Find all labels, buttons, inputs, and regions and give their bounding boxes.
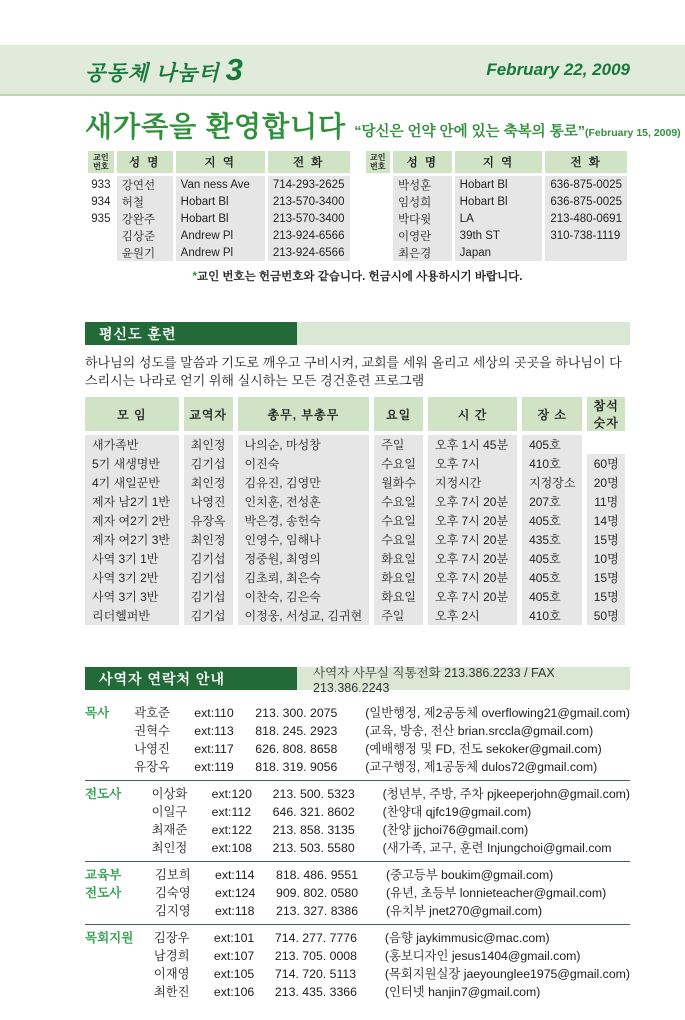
contact-row — [134, 722, 630, 740]
class-pastor: 최인정 — [184, 435, 233, 454]
class-attendance: 15명 — [587, 530, 625, 549]
table-row — [85, 549, 625, 568]
class-pastor: 김기섭 — [184, 587, 233, 606]
section-header-contacts — [85, 665, 630, 695]
class-managers: 박은경, 송헌숙 — [238, 511, 370, 530]
table-row — [85, 530, 625, 549]
column-header-name: 성 명 — [393, 151, 452, 176]
new-members-table-left — [85, 151, 353, 261]
class-time: 오후 7시 — [428, 454, 517, 473]
contact-row — [152, 839, 630, 857]
table-row — [88, 227, 350, 244]
contact-desc: (청년부, 주방, 주차 pjkeeperjohn@gmail.com) — [382, 787, 630, 802]
member-no — [366, 244, 390, 261]
class-attendance: 15명 — [587, 587, 625, 606]
contact-desc: (찬양 jjchoi76@gmail.com) — [382, 823, 529, 838]
member-name: 최은경 — [393, 244, 452, 261]
class-time: 오후 7시 20분 — [428, 568, 517, 587]
class-pastor: 나영진 — [184, 492, 233, 511]
class-time: 오후 2시 — [428, 606, 517, 625]
class-name: 사역 3기 1반 — [85, 549, 179, 568]
contact-ext: ext:114 — [215, 868, 255, 883]
column-header-phone: 전 화 — [268, 151, 350, 176]
member-phone: 213-480-0691 — [545, 210, 627, 227]
contact-row — [154, 983, 630, 1001]
class-managers: 인영수, 임해나 — [238, 530, 370, 549]
section-title-training: 평신도 훈련 — [85, 322, 297, 345]
table-row — [85, 568, 625, 587]
contact-desc: (음향 jaykimmusic@mac.com) — [384, 931, 550, 946]
class-day: 주일 — [374, 606, 423, 625]
table-row — [88, 244, 350, 261]
class-managers: 김유진, 김영만 — [238, 473, 370, 492]
table-row — [366, 193, 628, 210]
class-name: 제자 여2기 2반 — [85, 511, 179, 530]
table-row — [366, 176, 628, 193]
contact-row — [152, 785, 630, 803]
class-pastor: 유장옥 — [184, 511, 233, 530]
contact-group-evangelists — [85, 780, 630, 861]
member-name: 강연선 — [117, 176, 173, 193]
group-label: 전도사 — [85, 787, 122, 802]
member-name: 임성희 — [393, 193, 452, 210]
class-day: 화요일 — [374, 549, 423, 568]
member-name: 강완주 — [117, 210, 173, 227]
contact-name: 이상화 — [151, 787, 188, 802]
member-phone: 636-875-0025 — [545, 193, 627, 210]
group-label: 교육부 전도사 — [85, 868, 122, 901]
table-row — [366, 227, 628, 244]
member-area: Hobart Bl — [176, 193, 265, 210]
section-header-training — [85, 322, 630, 345]
class-attendance: 50명 — [587, 606, 625, 625]
contact-phone: 909. 802. 0580 — [276, 886, 359, 901]
member-name: 윤원기 — [117, 244, 173, 261]
contact-name: 이일구 — [151, 805, 188, 820]
group-label: 목사 — [85, 706, 110, 721]
contact-desc: (유치부 jnet270@gmail.com) — [386, 904, 543, 919]
class-day: 수요일 — [374, 530, 423, 549]
contact-desc: (인터넷 hanjin7@gmail.com) — [384, 985, 541, 1000]
welcome-quote: “당신은 언약 안에 있는 축복의 통로” — [354, 124, 585, 140]
member-phone — [545, 244, 627, 261]
member-no: 935 — [88, 210, 114, 227]
class-name: 제자 남2기 1반 — [85, 492, 179, 511]
member-area: Hobart Bl — [455, 176, 543, 193]
member-area: Hobart Bl — [176, 210, 265, 227]
column-header-time: 시 간 — [428, 397, 517, 435]
class-time: 오후 7시 20분 — [428, 492, 517, 511]
class-place: 405호 — [522, 435, 582, 454]
class-time: 오후 7시 20분 — [428, 549, 517, 568]
table-header-row — [88, 151, 350, 176]
contact-row — [154, 965, 630, 983]
contact-name: 김보희 — [155, 868, 191, 883]
contact-desc: (일반행정, 제2공동체 overflowing21@gmail.com) — [365, 706, 630, 721]
member-phone: 213-570-3400 — [268, 193, 350, 210]
class-time: 오후 7시 20분 — [428, 530, 517, 549]
member-no — [88, 244, 114, 261]
contact-name: 이재영 — [153, 967, 190, 982]
table-header-row — [85, 397, 625, 435]
contact-phone: 213. 503. 5580 — [272, 841, 355, 856]
contact-ext: ext:105 — [213, 967, 255, 982]
member-name: 허철 — [117, 193, 173, 210]
class-pastor: 최인정 — [184, 530, 233, 549]
class-pastor: 김기섭 — [184, 454, 233, 473]
contact-ext: ext:107 — [213, 949, 255, 964]
table-row — [366, 244, 628, 261]
contact-phone: 818. 486. 9551 — [276, 868, 359, 883]
contact-ext: ext:108 — [211, 841, 252, 856]
contact-phone: 626. 808. 8658 — [255, 742, 338, 757]
class-managers: 인치훈, 전성훈 — [238, 492, 370, 511]
member-phone: 213-924-6566 — [268, 227, 350, 244]
contact-desc: (중고등부 boukim@gmail.com) — [386, 868, 554, 883]
contact-directory — [85, 700, 630, 1005]
table-row — [85, 473, 625, 492]
contact-row — [155, 866, 630, 884]
class-attendance: 15명 — [587, 568, 625, 587]
contact-group-pastors — [85, 700, 630, 780]
contact-phone: 213. 300. 2075 — [255, 706, 338, 721]
contact-name: 곽호준 — [134, 706, 170, 721]
column-header-area: 지 역 — [176, 151, 265, 176]
member-no — [366, 227, 390, 244]
class-managers: 나의순, 마성창 — [238, 435, 370, 454]
member-name: 박다윗 — [393, 210, 452, 227]
page-title — [85, 52, 244, 88]
note-asterisk: * — [192, 271, 197, 283]
contact-name: 최인정 — [151, 841, 188, 856]
member-phone: 213-570-3400 — [268, 210, 350, 227]
member-phone: 310-738-1119 — [545, 227, 627, 244]
class-day: 수요일 — [374, 511, 423, 530]
table-row — [85, 511, 625, 530]
class-place: 435호 — [522, 530, 582, 549]
column-header-area: 지 역 — [455, 151, 543, 176]
class-name: 리더헬퍼반 — [85, 606, 179, 625]
class-managers: 이찬숙, 김은숙 — [238, 587, 370, 606]
column-header-member-no: 교인 번호 — [366, 151, 390, 176]
member-phone: 636-875-0025 — [545, 176, 627, 193]
member-area: Andrew Pl — [176, 227, 265, 244]
class-name: 4기 새일꾼반 — [85, 473, 179, 492]
contact-ext: ext:124 — [215, 886, 256, 901]
member-phone: 714-293-2625 — [268, 176, 350, 193]
contact-phone: 818. 319. 9056 — [255, 760, 338, 775]
member-area: Japan — [455, 244, 543, 261]
class-attendance: 11명 — [587, 492, 625, 511]
welcome-title: 새가족을 환영합니다 — [85, 111, 347, 142]
training-description: 하나님의 성도를 말씀과 기도로 깨우고 구비시켜, 교회를 세워 올리고 세상의 곳곳을 하나님이 다스리시는 나라로 얻기 위해 실시하는 모든 경건훈련 프로그램 — [85, 355, 622, 388]
class-name: 5기 새생명반 — [85, 454, 179, 473]
class-pastor: 최인정 — [184, 473, 233, 492]
contact-desc: (목회지원실장 jaeyounglee1975@gmail.com) — [384, 967, 630, 982]
class-time: 오후 1시 45분 — [428, 435, 517, 454]
contact-name: 김숙영 — [155, 886, 191, 901]
contact-phone: 213. 435. 3366 — [274, 985, 357, 1000]
office-phone-line: 사역자 사무실 직통전화 213.386.2233 / FAX 213.386.2243 — [297, 667, 630, 690]
issue-date: February 22, 2009 — [486, 59, 630, 79]
class-pastor: 김기섭 — [184, 549, 233, 568]
contact-row — [134, 740, 630, 758]
contact-ext: ext:106 — [213, 985, 255, 1000]
contact-phone: 646. 321. 8602 — [272, 805, 355, 820]
class-pastor: 김기섭 — [184, 606, 233, 625]
welcome-heading — [85, 105, 681, 145]
member-name: 이영란 — [393, 227, 452, 244]
contact-phone: 714. 720. 5113 — [274, 967, 357, 982]
column-header-phone: 전 화 — [545, 151, 627, 176]
class-attendance: 14명 — [587, 511, 625, 530]
class-day: 수요일 — [374, 454, 423, 473]
class-managers: 이정웅, 서성교, 김귀현 — [238, 606, 370, 625]
class-day: 월화수 — [374, 473, 423, 492]
member-area: Hobart Bl — [455, 193, 543, 210]
new-members-table-right — [363, 151, 631, 261]
class-attendance: 20명 — [587, 473, 625, 492]
contact-row — [154, 929, 630, 947]
group-label: 목회지원 — [85, 931, 134, 946]
contact-ext: ext:117 — [194, 742, 234, 757]
contact-phone: 213. 327. 8386 — [276, 904, 359, 919]
contact-group-education — [85, 861, 630, 924]
contact-desc: (교구행정, 제1공동체 dulos72@gmail.com) — [365, 760, 598, 775]
member-no — [366, 176, 390, 193]
class-place: 405호 — [522, 568, 582, 587]
contact-row — [155, 902, 630, 920]
member-no — [366, 210, 390, 227]
member-no: 933 — [88, 176, 114, 193]
member-number-note: *교인 번호는 헌금번호와 같습니다. 헌금시에 사용하시기 바랍니다. — [192, 271, 523, 283]
class-managers: 김초뢰, 최은숙 — [238, 568, 370, 587]
contact-name: 김지영 — [155, 904, 191, 919]
contact-desc: (교육, 방송, 전산 brian.srccla@gmail.com) — [365, 724, 594, 739]
contact-name: 남경희 — [153, 949, 190, 964]
contact-row — [152, 821, 630, 839]
table-row — [366, 210, 628, 227]
contact-ext: ext:101 — [213, 931, 255, 946]
class-name: 사역 3기 2반 — [85, 568, 179, 587]
table-row — [88, 210, 350, 227]
brand-text: 공동체 나눔터 — [85, 61, 220, 85]
contact-ext: ext:120 — [211, 787, 252, 802]
contact-desc: (홍보디자인 jesus1404@gmail.com) — [384, 949, 581, 964]
class-pastor: 김기섭 — [184, 568, 233, 587]
contact-ext: ext:118 — [215, 904, 255, 919]
contact-desc: (찬양대 qjfc19@gmail.com) — [382, 805, 532, 820]
class-day: 화요일 — [374, 587, 423, 606]
column-header-day: 요일 — [374, 397, 423, 435]
member-area: Van ness Ave — [176, 176, 265, 193]
member-area: Andrew Pl — [176, 244, 265, 261]
contact-ext: ext:110 — [194, 706, 234, 721]
contact-phone: 213. 858. 3135 — [272, 823, 355, 838]
class-managers: 정중원, 최영의 — [238, 549, 370, 568]
member-no — [88, 227, 114, 244]
member-no — [366, 193, 390, 210]
contact-row — [155, 884, 630, 902]
contact-phone: 818. 245. 2923 — [255, 724, 338, 739]
class-managers: 이진숙 — [238, 454, 370, 473]
table-row — [85, 435, 625, 454]
table-row — [85, 454, 625, 473]
class-attendance — [587, 435, 625, 454]
class-place: 207호 — [522, 492, 582, 511]
page-number: 3 — [225, 51, 244, 87]
table-row — [88, 176, 350, 193]
class-place: 405호 — [522, 511, 582, 530]
member-area: 39th ST — [455, 227, 543, 244]
column-header-attendance: 참석숫자 — [587, 397, 625, 435]
class-attendance: 60명 — [587, 454, 625, 473]
section-title-contacts: 사역자 연락처 안내 — [85, 667, 297, 690]
class-place: 지정장소 — [522, 473, 582, 492]
contact-name: 유장옥 — [134, 760, 170, 775]
section-bar-training — [297, 322, 630, 345]
contact-ext: ext:122 — [211, 823, 252, 838]
contact-row — [134, 704, 630, 722]
member-no: 934 — [88, 193, 114, 210]
column-header-place: 장 소 — [522, 397, 582, 435]
contact-phone: 213. 705. 0008 — [274, 949, 357, 964]
class-name: 제자 여2기 3반 — [85, 530, 179, 549]
welcome-quote-date: (February 15, 2009) — [584, 127, 681, 139]
column-header-member-no: 교인 번호 — [88, 151, 114, 176]
class-place: 405호 — [522, 587, 582, 606]
contact-row — [134, 758, 630, 776]
contact-name: 최한진 — [153, 985, 190, 1000]
contact-ext: ext:112 — [211, 805, 252, 820]
contact-name: 권혁수 — [134, 724, 170, 739]
member-name: 박성훈 — [393, 176, 452, 193]
contact-ext: ext:113 — [194, 724, 234, 739]
class-time: 오후 7시 20분 — [428, 587, 517, 606]
class-attendance: 10명 — [587, 549, 625, 568]
column-header-class: 모 임 — [85, 397, 179, 435]
class-place: 410호 — [522, 606, 582, 625]
new-members-tables — [85, 151, 630, 261]
column-header-name: 성 명 — [117, 151, 173, 176]
column-header-managers: 총무, 부총무 — [238, 397, 370, 435]
column-header-pastor: 교역자 — [184, 397, 233, 435]
class-place: 405호 — [522, 549, 582, 568]
class-day: 화요일 — [374, 568, 423, 587]
training-table — [80, 397, 630, 625]
class-place: 410호 — [522, 454, 582, 473]
contact-phone: 213. 500. 5323 — [272, 787, 355, 802]
member-area: LA — [455, 210, 543, 227]
class-name: 사역 3기 3반 — [85, 587, 179, 606]
table-row — [88, 193, 350, 210]
contact-name: 최재준 — [151, 823, 188, 838]
contact-desc: (유년, 초등부 lonnieteacher@gmail.com) — [386, 886, 607, 901]
table-row — [85, 606, 625, 625]
contact-desc: (새가족, 교구, 훈련 Injungchoi@gmail.com — [382, 841, 612, 856]
class-day: 주일 — [374, 435, 423, 454]
member-phone: 213-924-6566 — [268, 244, 350, 261]
contact-group-ministry-support — [85, 924, 630, 1005]
page-header-band — [0, 45, 685, 96]
table-row — [85, 587, 625, 606]
class-day: 수요일 — [374, 492, 423, 511]
contact-desc: (예배행정 및 FD, 전도 sekoker@gmail.com) — [365, 742, 602, 757]
contact-row — [154, 947, 630, 965]
contact-name: 나영진 — [134, 742, 170, 757]
table-row — [85, 492, 625, 511]
member-name: 김상준 — [117, 227, 173, 244]
contact-phone: 714. 277. 7776 — [274, 931, 357, 946]
contact-name: 김장우 — [153, 931, 190, 946]
class-name: 새가족반 — [85, 435, 179, 454]
contact-ext: ext:119 — [194, 760, 234, 775]
table-header-row — [366, 151, 628, 176]
class-time: 지정시간 — [428, 473, 517, 492]
contact-row — [152, 803, 630, 821]
class-time: 오후 7시 20분 — [428, 511, 517, 530]
